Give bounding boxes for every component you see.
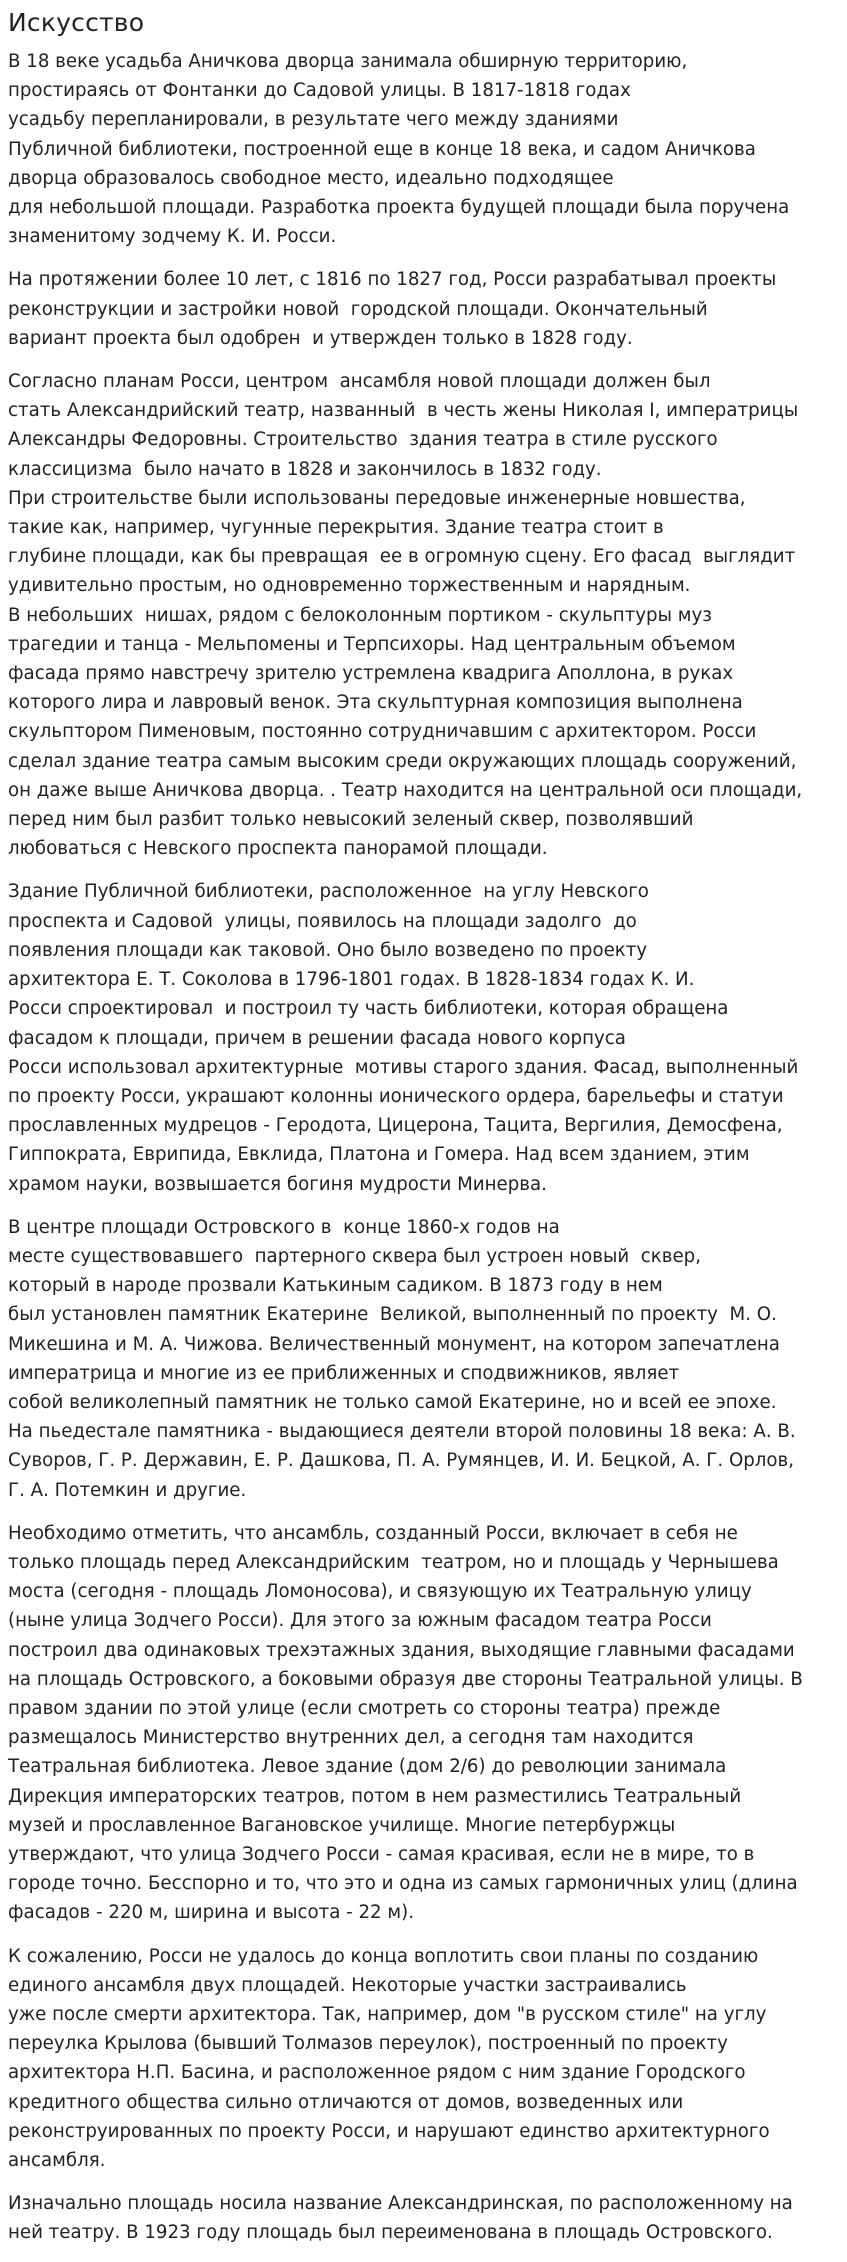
paragraph-line: правом здании по этой улице (если смотреть со стороны театра) прежде bbox=[8, 1697, 721, 1719]
paragraph-line: вариант проекта был одобрен и утвержден только в 1828 году. bbox=[8, 327, 633, 349]
paragraph-line: Росси спроектировал и построил ту часть библиотеки, которая обращена bbox=[8, 998, 729, 1020]
article bbox=[8, 8, 840, 2262]
paragraph bbox=[8, 1519, 840, 1928]
paragraph-line: был установлен памятник Екатерине Великой, выполненный по проекту М. О. bbox=[8, 1304, 777, 1326]
paragraph-line: для небольшой площади. Разработка проекта будущей площади была поручена bbox=[8, 197, 790, 219]
paragraph-line: музей и прославленное Вагановское училище. Многие петербуржцы bbox=[8, 1814, 676, 1836]
paragraph-line: построил два одинаковых трехэтажных здания, выходящие главными фасадами bbox=[8, 1639, 795, 1661]
paragraph-line: собой великолепный памятник не только самой Екатерине, но и всей ее эпохе. bbox=[8, 1391, 777, 1413]
paragraph-line: Александры Федоровны. Строительство здания театра в стиле русского bbox=[8, 429, 718, 451]
paragraph-line: городе точно. Бесспорно и то, что это и одна из самых гармоничных улиц (длина bbox=[8, 1873, 798, 1895]
paragraph-line: Микешина и М. А. Чижова. Величественный монумент, на котором запечатлена bbox=[8, 1333, 780, 1355]
paragraph-line: удивительно простым, но одновременно торжественным и нарядным. bbox=[8, 575, 691, 597]
paragraph-line: Здание Публичной библиотеки, расположенное на углу Невского bbox=[8, 881, 649, 903]
paragraph bbox=[8, 47, 840, 251]
paragraph-line: стать Александрийский театр, названный в честь жены Николая I, императрицы bbox=[8, 400, 799, 422]
paragraph-line: императрица и многие из ее приближенных и сподвижников, являет bbox=[8, 1362, 680, 1384]
paragraph-line: любоваться с Невского проспекта панорамой площади. bbox=[8, 838, 548, 860]
paragraph-line: сделал здание театра самым высоким среди окружающих площадь сооружений, bbox=[8, 750, 797, 772]
paragraph-line: моста (сегодня - площадь Ломоносова), и связующую их Театральную улицу bbox=[8, 1581, 752, 1603]
paragraph-line: В небольших нишах, рядом с белоколонным портиком - скульптуры муз bbox=[8, 604, 712, 626]
paragraph-line: простираясь от Фонтанки до Садовой улицы. В 1817-1818 годах bbox=[8, 80, 631, 102]
paragraph-line: Публичной библиотеки, построенной еще в конце 18 века, и садом Аничкова bbox=[8, 138, 756, 160]
paragraph-line: На протяжении более 10 лет, с 1816 по 1827 год, Росси разрабатывал проекты bbox=[8, 269, 777, 291]
paragraph-line: единого ансамбля двух площадей. Некоторые участки застраивались bbox=[8, 1974, 687, 1996]
paragraph bbox=[8, 367, 840, 863]
paragraph bbox=[8, 877, 840, 1198]
paragraph-line: скульптором Пименовым, постоянно сотрудничавшим с архитектором. Росси bbox=[8, 721, 757, 743]
paragraph-line: архитектора Е. Т. Соколова в 1796-1801 годах. В 1828-1834 годах К. И. bbox=[8, 969, 695, 991]
paragraph bbox=[8, 1942, 840, 2176]
paragraph-line: по проекту Росси, украшают колонны ионического ордера, барельефы и статуи bbox=[8, 1085, 784, 1107]
paragraph-line: кредитного общества сильно отличаются от домов, возведенных или bbox=[8, 2091, 684, 2113]
paragraph-line: Суворов, Г. Р. Державин, Е. Р. Дашкова, П. А. Румянцев, И. И. Бецкой, А. Г. Орлов, bbox=[8, 1450, 795, 1472]
paragraph-line: В центре площади Островского в конце 1860-х годов на bbox=[8, 1216, 560, 1238]
paragraph-line: которого лира и лавровый венок. Эта скульптурная композиция выполнена bbox=[8, 692, 743, 714]
paragraph-line: проспекта и Садовой улицы, появилось на площади задолго до bbox=[8, 910, 637, 932]
paragraph-line: трагедии и танца - Мельпомены и Терпсихоры. Над центральным объемом bbox=[8, 633, 736, 655]
paragraph-line: Необходимо отметить, что ансамбль, созданный Росси, включает в себя не bbox=[8, 1522, 738, 1544]
paragraph-line: Театральная библиотека. Левое здание (дом 2/6) до революции занимала bbox=[8, 1756, 727, 1778]
paragraph-line: на площадь Островского, а боковыми образуя две стороны Театральной улицы. В bbox=[8, 1668, 803, 1690]
paragraph-line: размещалось Министерство внутренних дел, а сегодня там находится bbox=[8, 1727, 694, 1749]
paragraph-line: перед ним был разбит только невысокий зеленый сквер, позволявший bbox=[8, 809, 694, 831]
paragraph-line: Изначально площадь носила название Александринская, по расположенному на bbox=[8, 2193, 793, 2215]
paragraph-line: (ныне улица Зодчего Росси). Для этого за южным фасадом театра Росси bbox=[8, 1610, 712, 1632]
paragraph-line: ансамбля. bbox=[8, 2150, 106, 2172]
paragraph-line: храмом науки, возвышается богиня мудрости Минерва. bbox=[8, 1173, 547, 1195]
paragraph-line: Согласно планам Росси, центром ансамбля новой площади должен был bbox=[8, 371, 711, 393]
paragraph-line: такие как, например, чугунные перекрытия. Здание театра стоит в bbox=[8, 517, 664, 539]
paragraph-line: реконструкции и застройки новой городской площади. Окончательный bbox=[8, 298, 708, 320]
paragraph-line: месте существовавшего партерного сквера был устроен новый сквер, bbox=[8, 1245, 701, 1267]
paragraph-line: прославленных мудрецов - Геродота, Цицерона, Тацита, Вергилия, Демосфена, bbox=[8, 1115, 783, 1137]
paragraph-line: только площадь перед Александрийским театром, но и площадь у Чернышева bbox=[8, 1551, 779, 1573]
paragraph-line: фасада прямо навстречу зрителю устремлена квадрига Аполлона, в руках bbox=[8, 663, 734, 685]
paragraph-line: уже после смерти архитектора. Так, например, дом "в русском стиле" на углу bbox=[8, 2004, 767, 2025]
paragraph-line: фасадов - 220 м, ширина и высота - 22 м). bbox=[8, 1902, 415, 1924]
paragraph-line: реконструированных по проекту Росси, и нарушают единство архитектурного bbox=[8, 2120, 770, 2142]
paragraph-line: дворца образовалось свободное место, идеально подходящее bbox=[8, 167, 614, 189]
paragraph-line: Гиппократа, Еврипида, Евклида, Платона и Гомера. Над всем зданием, этим bbox=[8, 1144, 750, 1166]
paragraph-line: переулка Крылова (бывший Толмазов переулок), построенный по проекту bbox=[8, 2033, 728, 2055]
paragraph-line: архитектора Н.П. Басина, и расположенное рядом с ним здание Городского bbox=[8, 2062, 746, 2084]
paragraph-line: он даже выше Аничкова дворца. . Театр находится на центральной оси площади, bbox=[8, 779, 803, 801]
paragraph-line: фасадом к площади, причем в решении фасада нового корпуса bbox=[8, 1027, 626, 1049]
paragraph-line: классицизма было начато в 1828 и закончилось в 1832 году. bbox=[8, 458, 602, 480]
paragraph bbox=[8, 1213, 840, 1505]
paragraph-line: глубине площади, как бы превращая ее в огромную сцену. Его фасад выглядит bbox=[8, 546, 796, 568]
article-body bbox=[8, 47, 840, 2248]
paragraph-line: Дирекция императорских театров, потом в нем разместились Театральный bbox=[8, 1785, 742, 1807]
paragraph-line: Росси использовал архитектурные мотивы старого здания. Фасад, выполненный bbox=[8, 1056, 799, 1078]
paragraph-line: утверждают, что улица Зодчего Росси - самая красивая, если не в мире, то в bbox=[8, 1843, 755, 1865]
paragraph-line: В 18 веке усадьба Аничкова дворца занимала обширную территорию, bbox=[8, 51, 688, 72]
paragraph-line: ней театру. В 1923 году площадь был переименована в площадь Островского. bbox=[8, 2222, 773, 2244]
paragraph-line: На пьедестале памятника - выдающиеся деятели второй половины 18 века: А. В. bbox=[8, 1421, 796, 1443]
paragraph-line: При строительстве были использованы передовые инженерные новшества, bbox=[8, 487, 746, 509]
paragraph-line: знаменитому зодчему К. И. Росси. bbox=[8, 226, 337, 248]
paragraph-line: К сожалению, Росси не удалось до конца воплотить свои планы по созданию bbox=[8, 1945, 759, 1967]
paragraph bbox=[8, 265, 840, 353]
paragraph-line: появления площади как таковой. Оно было возведено по проекту bbox=[8, 939, 648, 961]
paragraph-line: который в народе прозвали Катькиным садиком. В 1873 году в нем bbox=[8, 1275, 663, 1297]
page-title: Искусство bbox=[8, 8, 145, 37]
paragraph-line: усадьбу перепланировали, в результате чего между зданиями bbox=[8, 109, 619, 131]
paragraph-line: Г. А. Потемкин и другие. bbox=[8, 1479, 247, 1501]
paragraph bbox=[8, 2189, 840, 2247]
